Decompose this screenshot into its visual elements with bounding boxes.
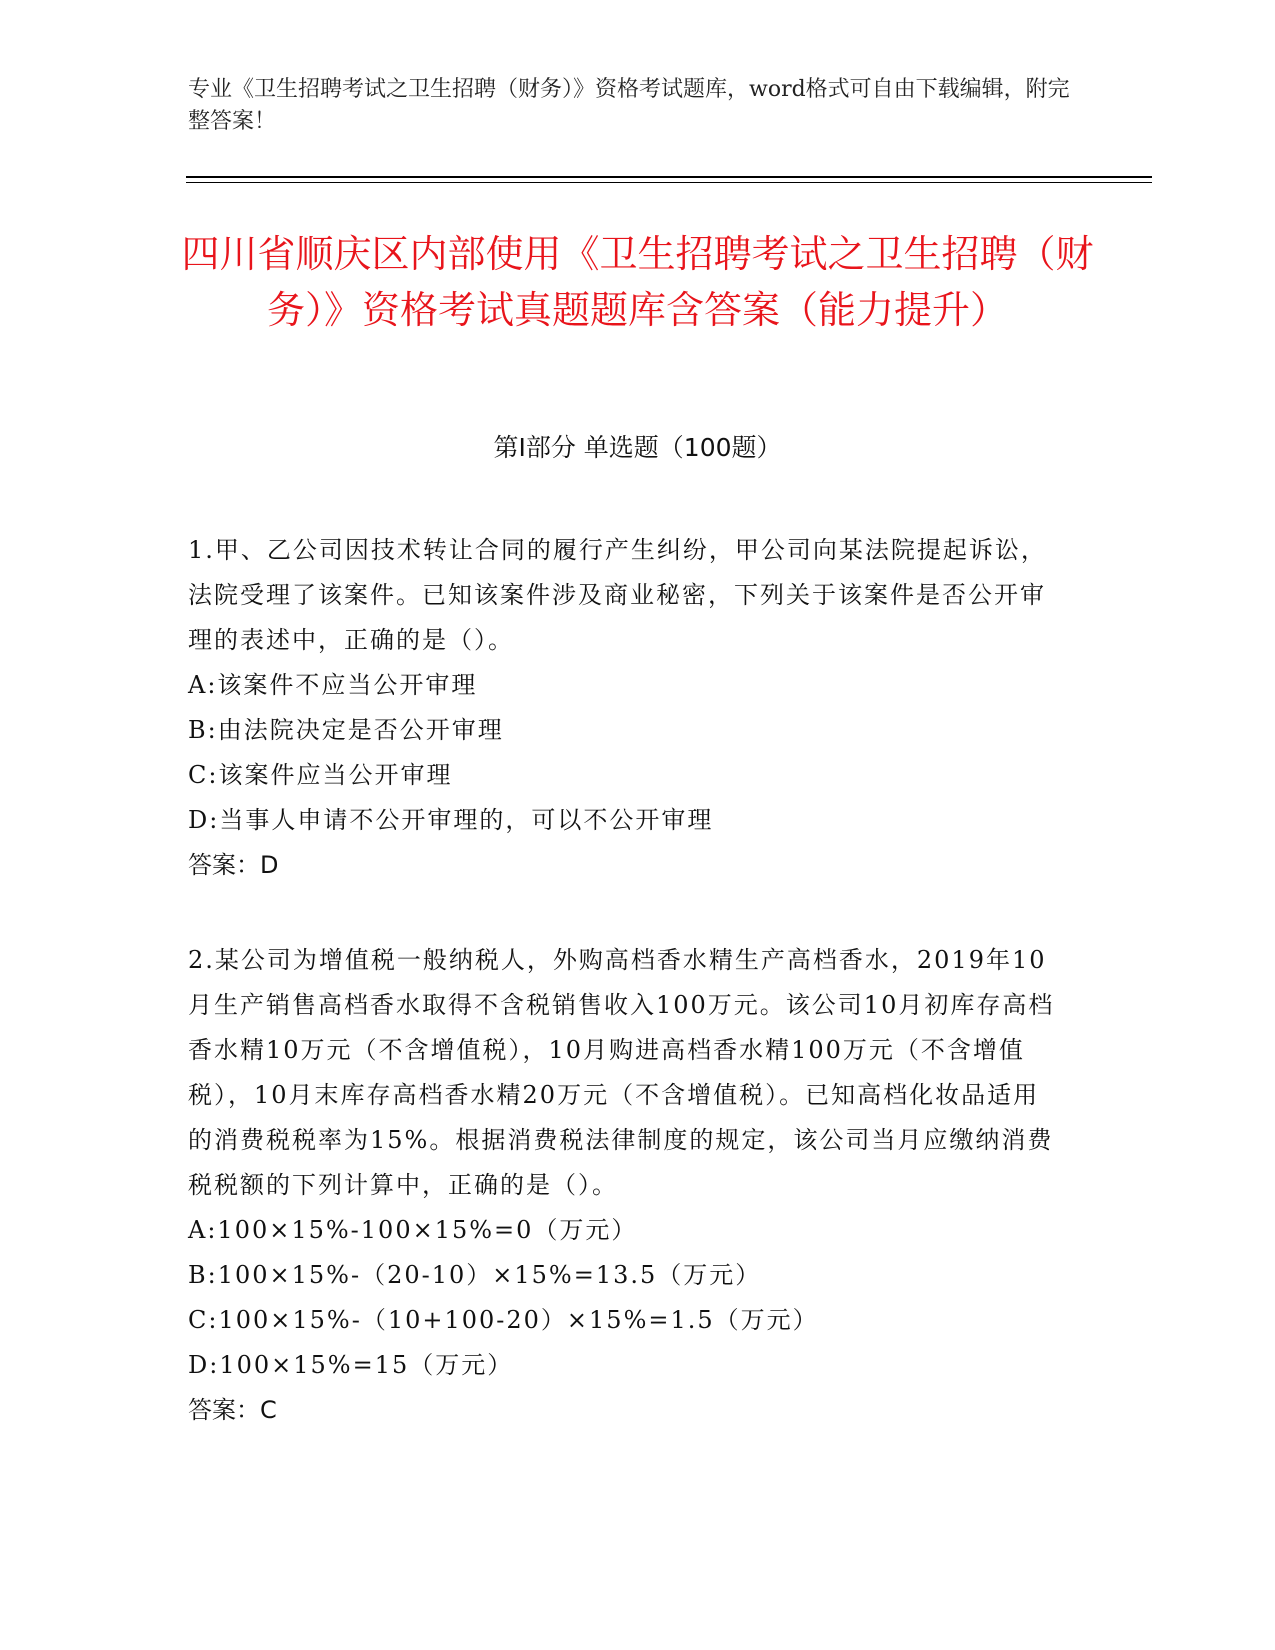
answer-label: 答案：D — [188, 851, 279, 879]
question-item — [188, 938, 1058, 1433]
header-divider-thin — [186, 182, 1152, 183]
section-heading: 第Ⅰ部分 单选题（100题） — [493, 433, 782, 462]
header-divider-thick — [186, 176, 1152, 178]
header-note: 专业《卫生招聘考试之卫生招聘（财务）》资格考试题库，word格式可自由下载编辑，附完整答案！ — [188, 77, 1070, 134]
question-stem: 2.某公司为增值税一般纳税人，外购高档香水精生产高档香水，2019年10月生产销售高档香水取得不含税销售收入100万元。该公司10月初库存高档香水精10万元（不含增值税），10月购进高档香水精100万元（不含增值税），10月末库存高档香水精20万元（不含增值税）。已知高档化妆品适用的消费税税率为15%。根据消费税法律制度的规定，该公司当月应缴纳消费税税额的下列计算中，正确的是（）。 — [188, 946, 1055, 1199]
option-d: D:当事人申请不公开审理的，可以不公开审理 — [188, 806, 714, 834]
option-b: B:100×15%-（20-10）×15%=13.5（万元） — [188, 1261, 762, 1289]
question-item — [188, 528, 1058, 888]
document-title: 四川省顺庆区内部使用《卫生招聘考试之卫生招聘（财务）》资格考试真题题库含答案（能力提升） — [181, 232, 1094, 332]
answer-label: 答案：C — [188, 1396, 277, 1424]
option-b: B:由法院决定是否公开审理 — [188, 716, 504, 744]
option-a: A:该案件不应当公开审理 — [188, 671, 478, 699]
option-d: D:100×15%=15（万元） — [188, 1351, 514, 1379]
option-a: A:100×15%-100×15%=0（万元） — [188, 1216, 638, 1244]
option-c: C:100×15%-（10+100-20）×15%=1.5（万元） — [188, 1306, 819, 1334]
option-list — [188, 1208, 1058, 1388]
option-c: C:该案件应当公开审理 — [188, 761, 453, 789]
question-stem: 1.甲、乙公司因技术转让合同的履行产生纠纷，甲公司向某法院提起诉讼，法院受理了该案件。已知该案件涉及商业秘密，下列关于该案件是否公开审理的表述中，正确的是（）。 — [188, 536, 1047, 654]
option-list — [188, 663, 1058, 843]
